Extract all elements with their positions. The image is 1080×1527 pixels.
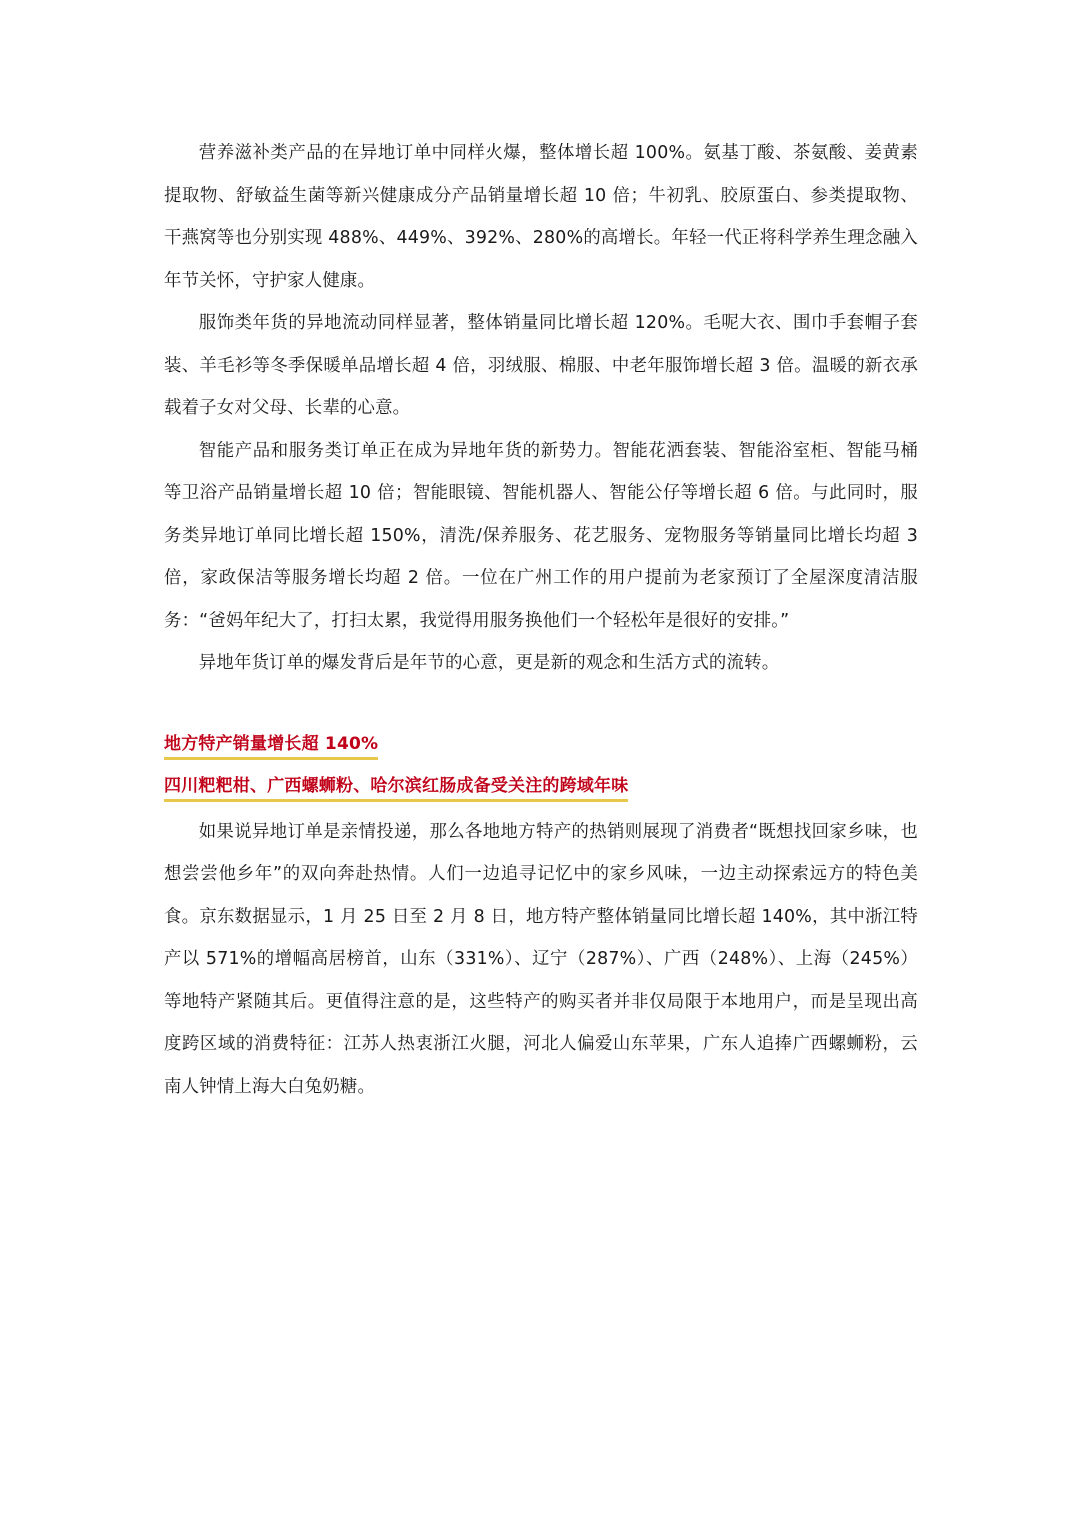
paragraph-clothing: 服饰类年货的异地流动同样显著，整体销量同比增长超 120%。毛呢大衣、围巾手套帽子套装、羊毛衫等冬季保暖单品增长超 4 倍，羽绒服、棉服、中老年服饰增长超 3 倍。温暖的新衣承载着子女对父母、长辈的心意。: [164, 313, 918, 418]
article-body: [164, 132, 918, 1108]
paragraph-summary: 异地年货订单的爆发背后是年节的心意，更是新的观念和生活方式的流转。: [198, 653, 780, 673]
section-subheading-cross-region: 四川粑粑柑、广西螺蛳粉、哈尔滨红肠成备受关注的跨域年味: [164, 773, 628, 802]
paragraph-nutrition: 营养滋补类产品的在异地订单中同样火爆，整体增长超 100%。氨基丁酸、茶氨酸、姜黄素提取物、舒敏益生菌等新兴健康成分产品销量增长超 10 倍；牛初乳、胶原蛋白、参类提取物、干燕窝等也分别实现 488%、449%、392%、280%的高增长。年轻一代正将科学养生理念融入年节关怀，守护家人健康。: [164, 143, 918, 291]
section-heading-specialty-sales: 地方特产销量增长超 140%: [164, 731, 378, 760]
section-heading-row: [164, 725, 918, 767]
section-subheading-row: [164, 767, 918, 809]
paragraph-local-specialties: 如果说异地订单是亲情投递，那么各地地方特产的热销则展现了消费者“既想找回家乡味，也想尝尝他乡年”的双向奔赴热情。人们一边追寻记忆中的家乡风味，一边主动探索远方的特色美食。京东数据显示，1 月 25 日至 2 月 8 日，地方特产整体销量同比增长超 140%，其中浙江特产以 571%的增幅高居榜首，山东（331%）、辽宁（287%）、广西（248%）、上海（245%）等地特产紧随其后。更值得注意的是，这些特产的购买者并非仅局限于本地用户，而是呈现出高度跨区域的消费特征：江苏人热衷浙江火腿，河北人偏爱山东苹果，广东人追捧广西螺蛳粉，云南人钟情上海大白兔奶糖。: [164, 821, 918, 1097]
section-spacer: [164, 685, 918, 725]
paragraph-smart-products: 智能产品和服务类订单正在成为异地年货的新势力。智能花洒套装、智能浴室柜、智能马桶等卫浴产品销量增长超 10 倍；智能眼镜、智能机器人、智能公仔等增长超 6 倍。与此同时，服务类异地订单同比增长超 150%，清洗/保养服务、花艺服务、宠物服务等销量同比增长均超 3 倍，家政保洁等服务增长均超 2 倍。一位在广州工作的用户提前为老家预订了全屋深度清洁服务：“爸妈年纪大了，打扫太累，我觉得用服务换他们一个轻松年是很好的安排。”: [164, 440, 918, 631]
